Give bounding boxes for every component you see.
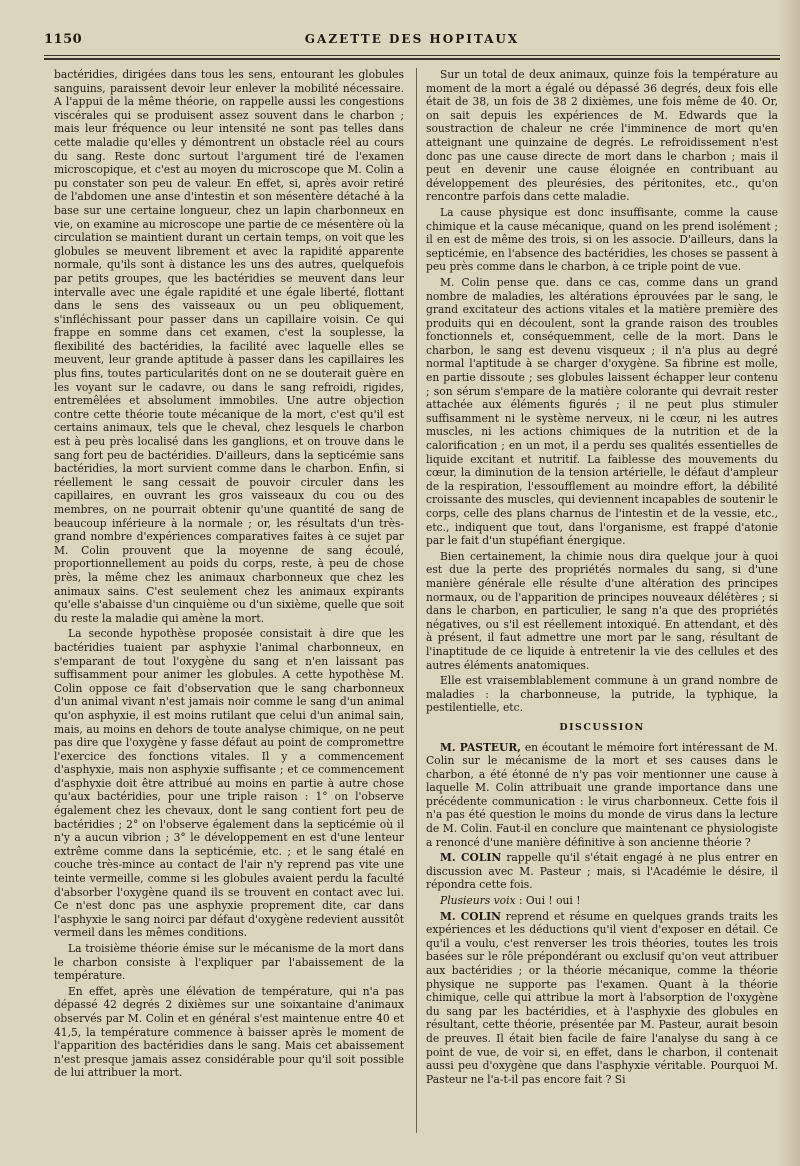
speech-text: rappelle qu'il s'était engagé à ne plus entrer en discussion avec M. Pasteur ; mais, si l'Académie le désire, il répondra cette fois. <box>426 851 778 892</box>
column-divider <box>416 68 417 1133</box>
header-rule-thin <box>44 55 780 56</box>
discussion-paragraph <box>426 894 778 908</box>
discussion-paragraph <box>426 851 778 892</box>
section-heading-discussion: DISCUSSION <box>559 721 645 733</box>
paragraph: Sur un total de deux animaux, quinze fois la température au moment de la mort a égalé ou dépassé 36 degrés, deux fois elle était de 38, un fois de 38 2 dixièmes, une fois même de 40. Or, on sait depuis les expériences de M. Edwards que la soustraction de chaleur ne crée l'imminence de mort qu'en atteignant une quinzaine de degrés. Le refroidissement n'est donc pas une cause directe de mort dans le charbon ; mais il peut en devenir une cause éloignée en contribuant au développement des pleurésies, des péritonites, etc., qu'on rencontre parfois dans cette maladie. <box>426 68 778 204</box>
page-edge-shading <box>778 0 800 1166</box>
right-column <box>426 68 778 1148</box>
paragraph: La seconde hypothèse proposée consistait à dire que les bactéridies tuaient par asphyxie l'animal charbonneux, en s'emparant de tout l'oxygène du sang et n'en laissant pas suffisamment pour animer les globules. A cette hypothèse M. Colin oppose ce fait d'observation que le sang charbonneux d'un animal vivant n'est jamais noir comme le sang d'un animal qu'on asphyxie, il est moins rutilant que celui d'un animal sain, mais, au moins en dehors de toute analyse chimique, on ne peut pas dire que l'oxygène y fasse défaut au point de compromettre l'exercice des fonctions vitales. Il y a commencement d'asphyxie, mais non asphyxie suffisante ; et ce commencement d'asphyxie doit être attribué au moins en partie à autre chose qu'aux bactéridies, pour une triple raison : 1° on l'observe également chez les chevaux, dont le sang contient fort peu de bactéridies ; 2° on l'observe également dans la septicémie où il n'y a aucun vibrion ; 3° le développement en est d'une lenteur extrême comme dans la septicémie, etc. ; et le sang étalé en couche très-mince au contact de l'air n'y reprend pas vite une teinte vermeille, comme si les globules avaient perdu la faculté d'absorber l'oxygène quand ils se trouvent en contact avec lui. Ce n'est donc pas une asphyxie proprement dite, car dans l'asphyxie le sang noirci par défaut d'oxygène redevient aussitôt vermeil dans les mêmes conditions. <box>54 627 404 940</box>
speech-text: en écoutant le mémoire fort intéressant de M. Colin sur le mécanisme de la mort et ses causes dans le charbon, a été étonné de n'y pas voir mentionner une cause à laquelle M. Colin attribuait une grande importance dans une précédente communication : le virus charbonneux. Cette fois il n'a pas été question le moins du monde de virus dans la lecture de M. Colin. Faut-il en conclure que maintenant ce physiologiste a renoncé d'une manière définitive à son ancienne théorie ? <box>426 740 778 849</box>
paragraph: Bien certainement, la chimie nous dira quelque jour à quoi est due la perte des propriétés normales du sang, si d'une manière générale elle résulte d'une altération des principes normaux, ou de l'apparition de principes nouveaux délétères ; si dans le charbon, en particulier, le sang n'a que des propriétés négatives, ou s'il est réellement intoxiqué. En attendant, et dès à présent, il faut admettre une mort par le sang, résultant de l'inaptitude de ce liquide à entretenir la vie des cellules et des autres éléments anatomiques. <box>426 549 778 672</box>
page-header <box>44 32 780 54</box>
text-columns <box>54 68 780 1148</box>
paragraph: En effet, après une élévation de température, qui n'a pas dépassé 42 degrés 2 dixièmes sur une soixantaine d'animaux observés par M. Colin et en général s'est maintenue entre 40 et 41,5, la température commence à baisser après le moment de l'apparition des bactéridies dans le sang. Mais cet abaissement n'est presque jamais assez considérable pour qu'il soit possible de lui attribuer la mort. <box>54 984 404 1080</box>
speaker-name: M. COLIN <box>440 909 501 923</box>
paragraph: La troisième théorie émise sur le mécanisme de la mort dans le charbon consiste à l'expliquer par l'abaissement de la température. <box>54 942 404 983</box>
discussion-paragraph <box>426 910 778 1087</box>
page-number: 1150 <box>44 32 83 47</box>
discussion-paragraph <box>426 741 778 850</box>
paragraph: La cause physique est donc insuffisante, comme la cause chimique et la cause mécanique, quand on les prend isolément ; il en est de même des trois, si on les associe. D'ailleurs, dans la septicémie, en l'absence des bactéridies, les choses se passent à peu près comme dans le charbon, à ce triple point de vue. <box>426 205 778 274</box>
paragraph: bactéridies, dirigées dans tous les sens, entourant les globules sanguins, paraissent devoir leur enlever la mobilité nécessaire. A l'appui de la même théorie, on rappelle aussi les congestions viscérales qui se produisent assez souvent dans le charbon ; mais leur fréquence ou leur intensité ne sont pas telles dans cette maladie qu'elles y démontrent un obstacle réel au cours du sang. Reste donc surtout l'argument tiré de l'examen microscopique, et c'est au moyen du microscope que M. Colin a pu constater son peu de valeur. En effet, si, après avoir retiré de l'abdomen une anse d'intestin et son mésentère détaché à la base sur une certaine longueur, chez un lapin charbonneux en vie, on examine au microscope une partie de ce mésentère où la circulation se maintient durant un certain temps, on voit que les globules se meuvent librement et avec la rapidité apparente normale, qu'ils sont à distance les uns des autres, quelquefois par petits groupes, que les bactéridies se meuvent dans leur intervalle avec une égale rapidité et une égale liberté, flottant dans le sens des vaisseaux ou un peu obliquement, s'infléchissant pour passer dans un capillaire voisin. Ce qui frappe en somme dans cet examen, c'est la souplesse, la flexibilité des bactéridies, la facilité avec laquelle elles se meuvent, leur grande aptitude à passer dans les capillaires les plus fins, toutes particularités dont on ne se douterait guère en les voyant sur le cadavre, ou dans le sang refroidi, rigides, entremêlées et absolument immobiles. Une autre objection contre cette théorie toute mécanique de la mort, c'est qu'il est certains animaux, tels que le cheval, chez lesquels le charbon est à peu près localisé dans les ganglions, et on trouve dans le sang fort peu de bactéridies. D'ailleurs, dans la septicémie sans bactéridies, la mort survient comme dans le charbon. Enfin, si réellement le sang cessait de pouvoir circuler dans les capillaires, en ouvrant les gros vaisseaux du cou ou des membres, on ne pourrait obtenir qu'une quantité de sang de beaucoup inférieure à la normale ; or, les résultats d'un très-grand nombre d'expériences comparatives faites à ce sujet par M. Colin prouvent que la moyenne de sang écoulé, proportionnellement au poids du corps, reste, à peu de chose près, la même chez les animaux charbonneux que chez les animaux sains. C'est seulement chez les animaux expirants qu'elle s'abaisse d'un cinquième ou d'un sixième, quelle que soit du reste la maladie qui amène la mort. <box>54 68 404 625</box>
paragraph: M. Colin pense que. dans ce cas, comme dans un grand nombre de maladies, les altérations éprouvées par le sang, le grand excitateur des actions vitales et la matière première des produits qui en découlent, sont la grande raison des troubles fonctionnels et, conséquemment, celle de la mort. Dans le charbon, le sang est devenu visqueux ; il n'a plus au degré normal l'aptitude à se charger d'oxygène. Sa fibrine est molle, en partie dissoute ; ses globules laissent échapper leur contenu ; son sérum s'empare de la matière colorante qui devrait rester attachée aux éléments figurés ; il ne peut plus stimuler suffisamment ni le système nerveux, ni le cœur, ni les autres muscles, ni les actions chimiques de la nutrition et de la calorification ; en un mot, il a perdu ses qualités essentielles de liquide excitant et nutritif. La faiblesse des mouvements du cœur, la diminution de la tension artérielle, le défaut d'ampleur de la respiration, l'essoufflement au moindre effort, la débilité croissante des muscles, qui deviennent incapables de soutenir le corps, celle des plans charnus de l'intestin et de la vessie, etc., etc., indiquent que tout, dans l'organisme, est frappé d'atonie par le fait d'un stupéfiant énergique. <box>426 275 778 548</box>
left-column <box>54 68 404 1148</box>
journal-title: GAZETTE DES HOPITAUX <box>304 32 520 46</box>
header-rule-thick <box>44 58 780 60</box>
speaker-name: M. PASTEUR, <box>440 740 521 754</box>
speaker-name: M. COLIN <box>440 851 502 865</box>
speaker-name: Plusieurs voix <box>440 894 516 908</box>
speech-text: reprend et résume en quelques grands traits les expériences et les déductions qu'il vient d'exposer en détail. Ce qu'il a voulu, c'est renverser les trois théories, toutes les trois basées sur le rôle prépondérant ou exclusif qu'on veut attribuer aux bactéridies ; or la théorie mécanique, comme la théorie physique ne supporte pas l'examen. Quant à la théorie chimique, celle qui attribue la mort à l'absorption de l'oxygène du sang par les bactéridies, et à l'asphyxie des globules en résultant, cette théorie, présentée par M. Pasteur, aurait besoin de preuves. Il était bien facile de faire l'analyse du sang à ce point de vue, de voir si, en effet, dans le charbon, il contenait aussi peu d'oxygène que dans l'asphyxie véritable. Pourquoi M. Pasteur ne l'a-t-il pas encore fait ? Si <box>426 909 778 1086</box>
speech-text: : Oui ! oui ! <box>518 894 581 908</box>
paragraph: Elle est vraisemblablement commune à un grand nombre de maladies : la charbonneuse, la putride, la typhique, la pestilentielle, etc. <box>426 674 778 715</box>
